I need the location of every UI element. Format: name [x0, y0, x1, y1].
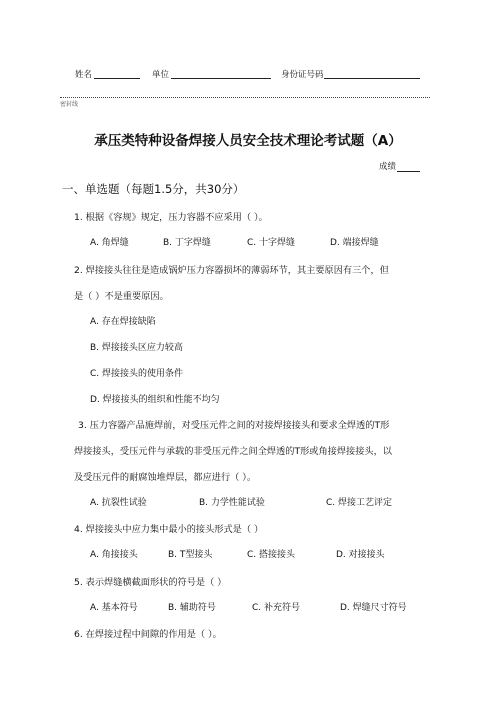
question-5-stem: 5. 表示焊缝横截面形状的符号是（ ）	[74, 577, 227, 588]
unit-field[interactable]	[171, 78, 271, 79]
question-3-stem-line3: 及受压元件的耐腐蚀堆焊层，都应进行（ ）。	[74, 472, 257, 483]
q1-option-c[interactable]: C. 十字焊缝	[247, 238, 296, 248]
q4-option-b[interactable]: B. T型接头	[168, 550, 213, 560]
q3-option-c[interactable]: C. 焊接工艺评定	[326, 498, 393, 508]
unit-label: 单位	[152, 70, 170, 80]
q5-option-c[interactable]: C. 补充符号	[252, 603, 301, 613]
name-field[interactable]	[94, 78, 140, 79]
question-3-stem-line1: 3. 压力容器产品施焊前，对受压元件之间的对接焊接接头和要求全焊透的T形	[78, 420, 390, 431]
q2-option-a[interactable]: A. 存在焊接缺陷	[90, 317, 156, 327]
q1-option-a[interactable]: A. 角焊缝	[90, 238, 129, 248]
seal-dotted-line	[60, 97, 430, 98]
score-label: 成绩	[379, 162, 397, 172]
q4-option-c[interactable]: C. 搭接接头	[247, 550, 296, 560]
name-label: 姓名	[75, 70, 93, 80]
q3-option-b[interactable]: B. 力学性能试验	[199, 498, 265, 508]
q1-option-d[interactable]: D. 端接焊缝	[330, 238, 379, 248]
question-6-stem: 6. 在焊接过程中间隙的作用是（ ）。	[74, 629, 222, 640]
score-field[interactable]	[397, 171, 420, 172]
id-number-field[interactable]	[324, 78, 420, 79]
id-label: 身份证号码	[281, 70, 324, 80]
seal-line-label: 密封线	[60, 101, 79, 108]
exam-title: 承压类特种设备焊接人员安全技术理论考试题（A）	[94, 133, 402, 149]
question-2-stem-line2: 是（ ）不是重要原因。	[74, 291, 169, 302]
q5-option-b[interactable]: B. 辅助符号	[168, 603, 216, 613]
q4-option-d[interactable]: D. 对接接头	[336, 550, 385, 560]
q3-option-a[interactable]: A. 抗裂性试验	[90, 498, 147, 508]
q5-option-d[interactable]: D. 焊缝尺寸符号	[340, 603, 407, 613]
question-4-stem: 4. 焊接接头中应力集中最小的接头形式是（ ）	[74, 524, 264, 535]
q5-option-a[interactable]: A. 基本符号	[90, 603, 138, 613]
q2-option-c[interactable]: C. 焊接接头的使用条件	[90, 369, 184, 379]
q2-option-b[interactable]: B. 焊接接头区应力较高	[90, 343, 183, 353]
q2-option-d[interactable]: D. 焊接接头的组织和性能不均匀	[90, 395, 220, 405]
question-2-stem-line1: 2. 焊接接头往往是造成锅炉压力容器损坏的薄弱环节，其主要原因有三个，但	[74, 265, 389, 276]
q4-option-a[interactable]: A. 角接接头	[90, 550, 138, 560]
section-heading: 一、单选题（每题1.5分，共30分）	[62, 182, 245, 196]
question-1-stem: 1. 根据《容规》规定，压力容器不应采用（ ）。	[74, 212, 268, 223]
question-3-stem-line2: 焊接接头，受压元件与承载的非受压元件之间全焊透的T形或角接焊接接头，以	[74, 446, 392, 457]
q1-option-b[interactable]: B. 丁字焊缝	[163, 238, 211, 248]
